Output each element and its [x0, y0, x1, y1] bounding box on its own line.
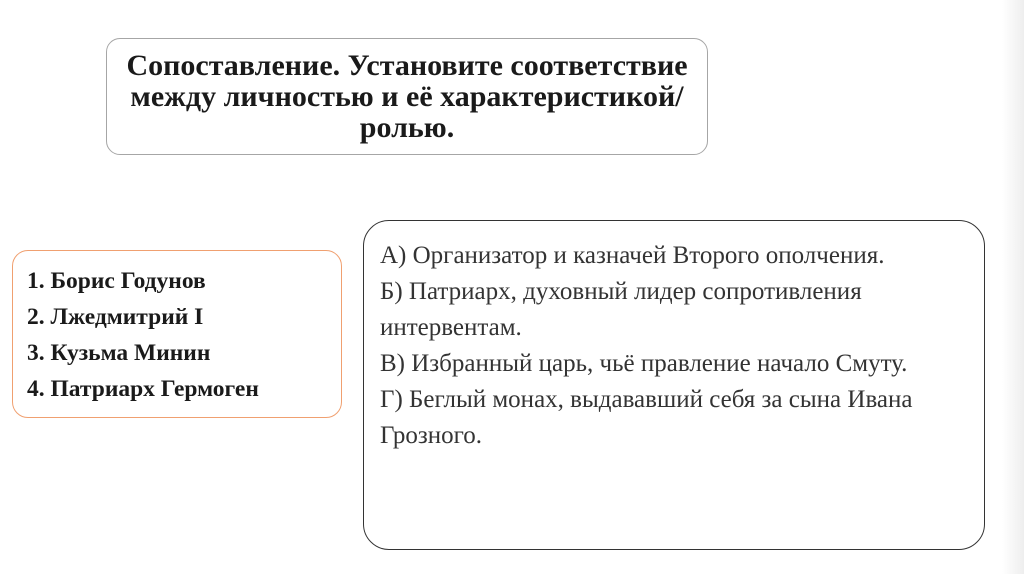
answer-item-a: А) Организатор и казначей Второго ополчения. — [380, 242, 885, 269]
answer-item-c: В) Избранный царь, чьё правление начало Смуту. — [380, 350, 908, 377]
name-item-2: 2. Лжедмитрий I — [27, 304, 204, 330]
names-box — [12, 250, 342, 418]
title-box — [106, 38, 708, 155]
name-item-3: 3. Кузьма Минин — [27, 340, 211, 366]
slide-edge — [1002, 0, 1024, 574]
answers-box — [363, 220, 985, 550]
answer-item-d: Г) Беглый монах, выдававший себя за сына Ивана Грозного. — [380, 386, 913, 449]
answer-item-b: Б) Патриарх, духовный лидер сопротивления интервентам. — [380, 278, 862, 341]
name-item-4: 4. Патриарх Гермоген — [27, 376, 259, 402]
name-item-1: 1. Борис Годунов — [27, 268, 206, 294]
slide-title: Сопоставление. Установите соответствие между личностью и её характеристикой/ролью. — [126, 49, 688, 144]
answers-list — [380, 238, 966, 454]
names-list — [27, 263, 341, 407]
